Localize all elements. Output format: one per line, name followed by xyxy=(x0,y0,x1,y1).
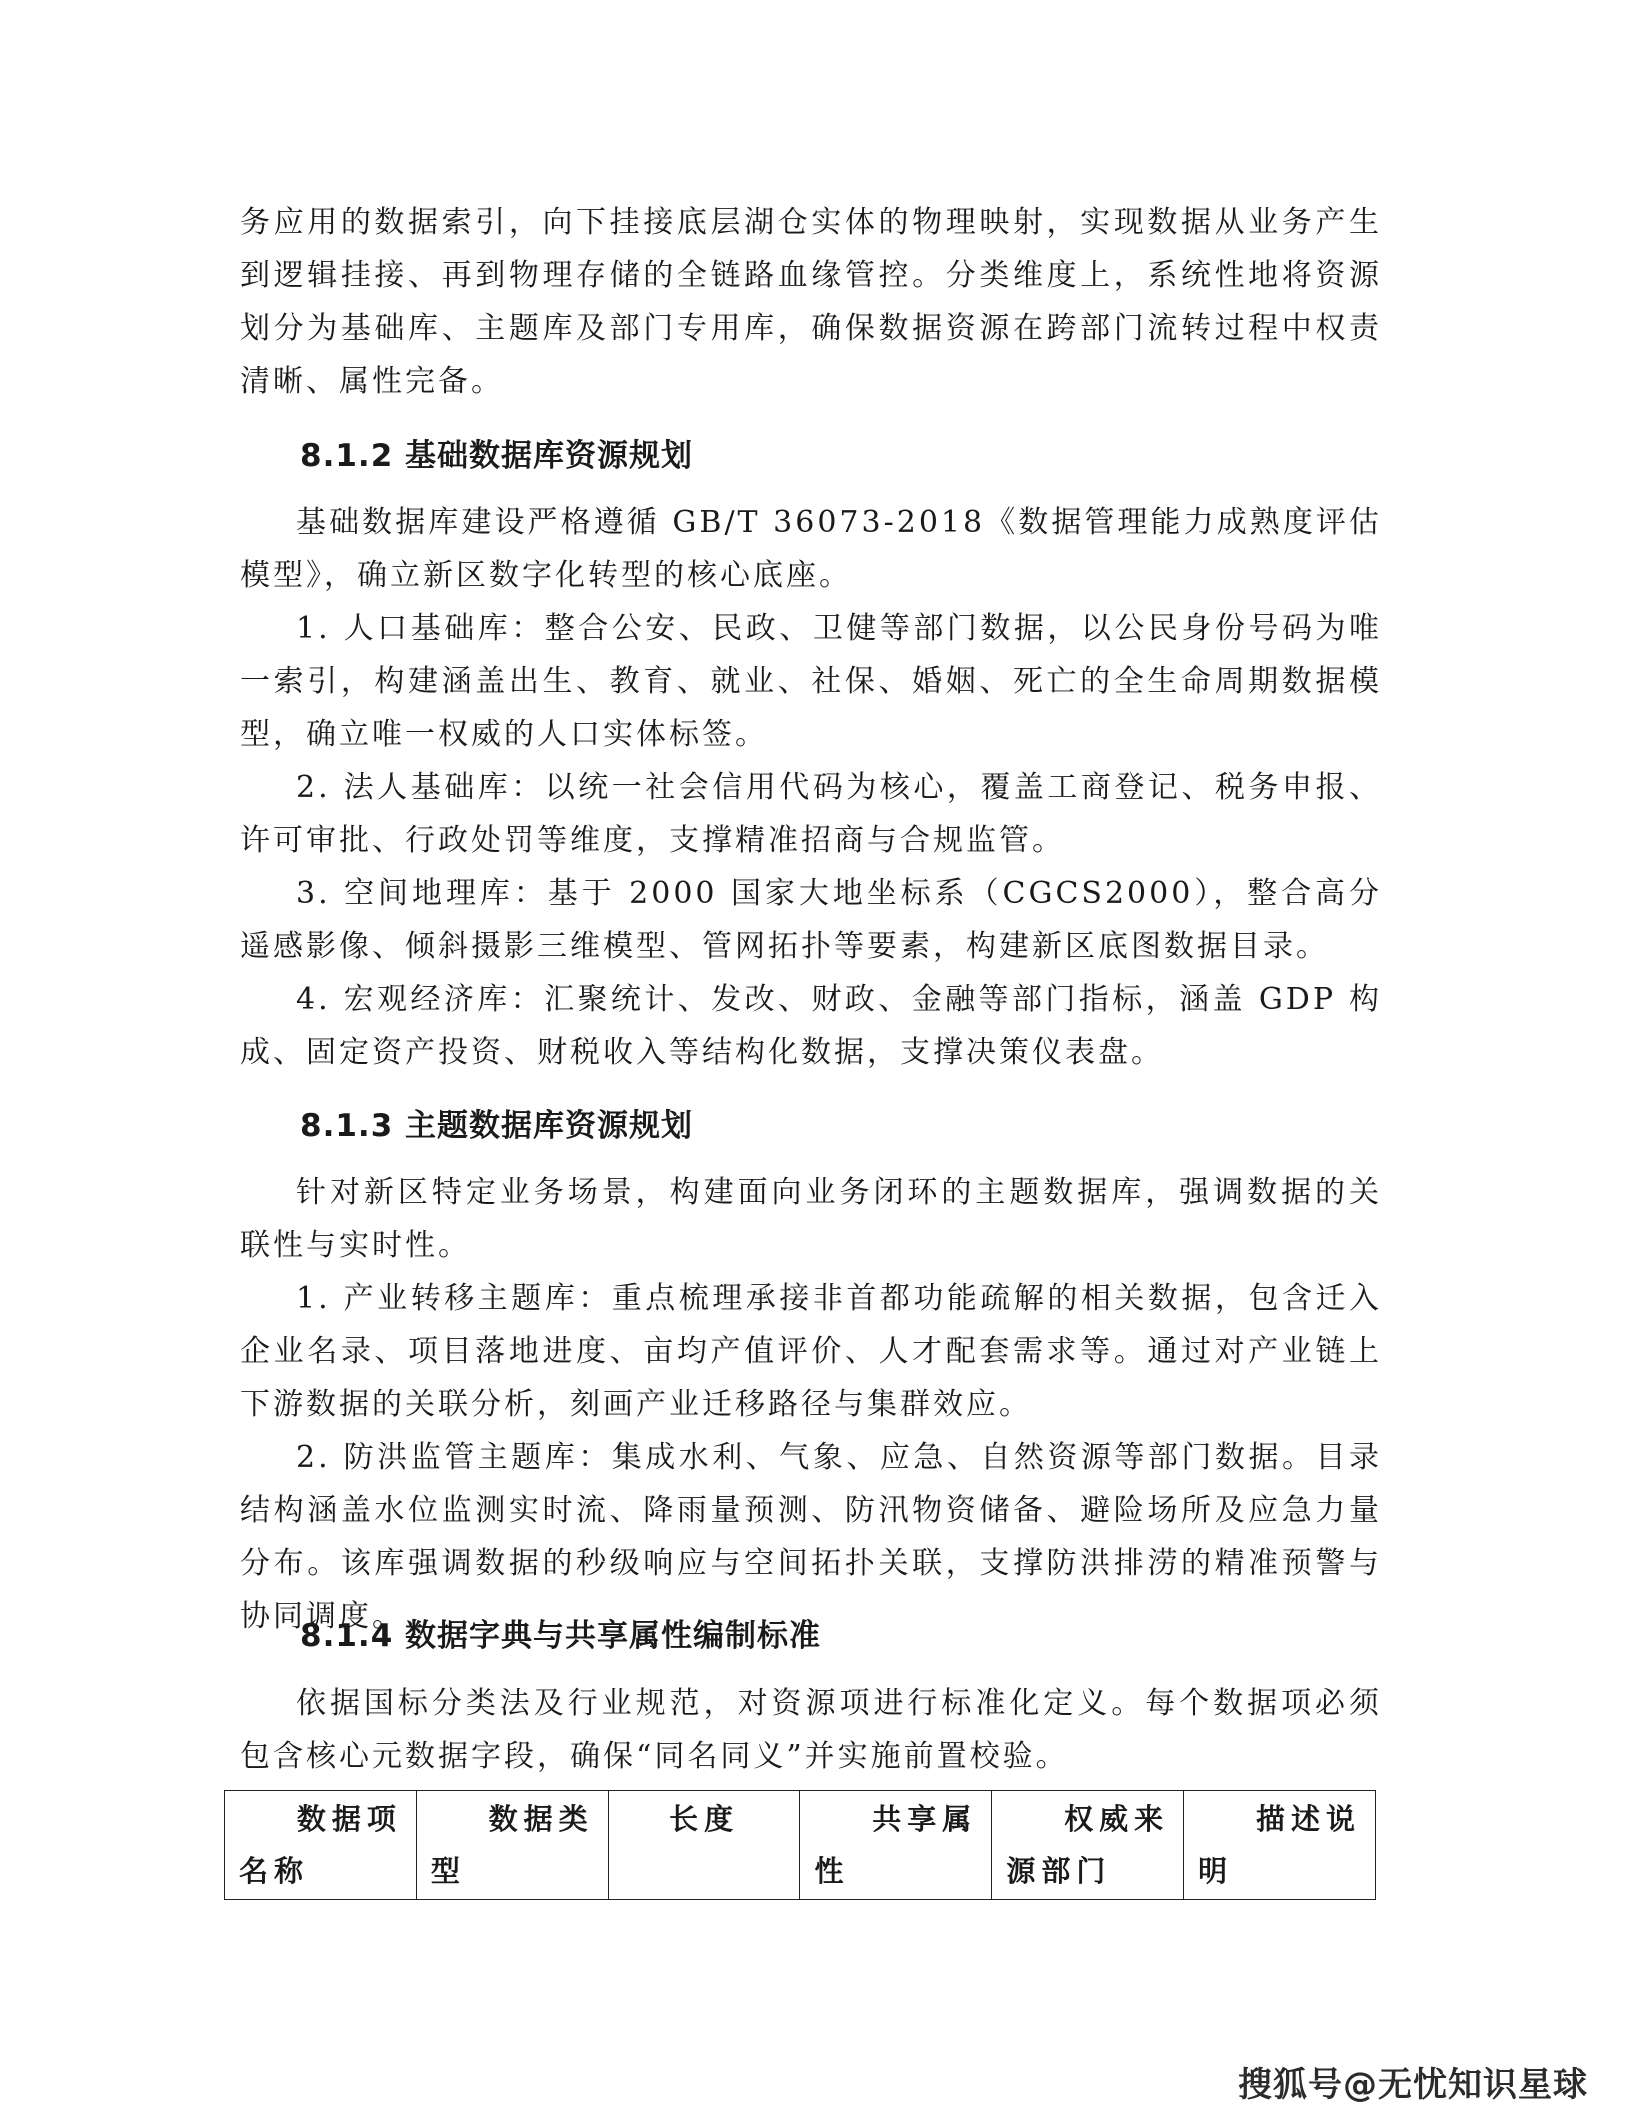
intro-paragraph: 务应用的数据索引，向下挂接底层湖仓实体的物理映射，实现数据从业务产生到逻辑挂接、再到物理存储的全链路血缘管控。分类维度上，系统性地将资源划分为基础库、主题库及部门专用库，确保数据资源在跨部门流转过程中权责清晰、属性完备。 xyxy=(240,205,1382,399)
header-cell-line2: 性 xyxy=(814,1854,850,1888)
header-cell-line1: 描述说 xyxy=(1255,1802,1361,1836)
header-cell-line2: 明 xyxy=(1198,1854,1234,1888)
header-cell-line1: 数据类 xyxy=(488,1802,594,1836)
header-cell-source xyxy=(992,1791,1184,1900)
s812-item-2: 2. 法人基础库：以统一社会信用代码为核心，覆盖工商登记、税务申报、许可审批、行政处罚等维度，支撑精准招商与合规监管。 xyxy=(240,770,1382,858)
header-cell-share xyxy=(800,1791,992,1900)
header-cell-line2: 名称 xyxy=(239,1854,310,1888)
header-cell-line2: 源部门 xyxy=(1006,1854,1112,1888)
table-header-row xyxy=(225,1791,1376,1900)
header-cell-length xyxy=(608,1791,800,1900)
header-cell-type xyxy=(416,1791,608,1900)
data-dictionary-table xyxy=(224,1790,1376,1900)
s812-lead-paragraph: 基础数据库建设严格遵循 GB/T 36073-2018《数据管理能力成熟度评估模型》，确立新区数字化转型的核心底座。 xyxy=(240,505,1382,593)
s813-item-2: 2. 防洪监管主题库：集成水利、气象、应急、自然资源等部门数据。目录结构涵盖水位监测实时流、降雨量预测、防汛物资储备、避险场所及应急力量分布。该库强调数据的秒级响应与空间拓扑关联，支撑防洪排涝的精准预警与协同调度。 xyxy=(240,1440,1382,1634)
header-cell-line1: 数据项 xyxy=(296,1802,402,1836)
header-cell-name xyxy=(225,1791,417,1900)
s812-item-1: 1. 人口基础库：整合公安、民政、卫健等部门数据，以公民身份号码为唯一索引，构建涵盖出生、教育、就业、社保、婚姻、死亡的全生命周期数据模型，确立唯一权威的人口实体标签。 xyxy=(240,611,1382,752)
heading-8-1-2: 8.1.2 基础数据库资源规划 xyxy=(300,438,694,474)
heading-8-1-4: 8.1.4 数据字典与共享属性编制标准 xyxy=(300,1618,822,1654)
header-cell-line1: 长度 xyxy=(669,1802,740,1836)
source-watermark: 搜狐号@无忧知识星球 xyxy=(1238,2065,1588,2105)
header-cell-line1: 共享属 xyxy=(872,1802,978,1836)
s814-lead-paragraph: 依据国标分类法及行业规范，对资源项进行标准化定义。每个数据项必须包含核心元数据字段，确保“同名同义”并实施前置校验。 xyxy=(240,1686,1382,1774)
header-cell-desc xyxy=(1184,1791,1376,1900)
s812-item-4: 4. 宏观经济库：汇聚统计、发改、财政、金融等部门指标，涵盖 GDP 构成、固定资产投资、财税收入等结构化数据，支撑决策仪表盘。 xyxy=(240,982,1382,1070)
s813-item-1: 1. 产业转移主题库：重点梳理承接非首都功能疏解的相关数据，包含迁入企业名录、项目落地进度、亩均产值评价、人才配套需求等。通过对产业链上下游数据的关联分析，刻画产业迁移路径与集群效应。 xyxy=(240,1281,1382,1422)
header-cell-line1: 权威来 xyxy=(1064,1802,1170,1836)
header-cell-line2: 型 xyxy=(430,1854,466,1888)
s813-lead-paragraph: 针对新区特定业务场景，构建面向业务闭环的主题数据库，强调数据的关联性与实时性。 xyxy=(240,1175,1382,1263)
s812-item-3: 3. 空间地理库：基于 2000 国家大地坐标系（CGCS2000），整合高分遥感影像、倾斜摄影三维模型、管网拓扑等要素，构建新区底图数据目录。 xyxy=(240,876,1382,964)
heading-8-1-3: 8.1.3 主题数据库资源规划 xyxy=(300,1108,694,1144)
